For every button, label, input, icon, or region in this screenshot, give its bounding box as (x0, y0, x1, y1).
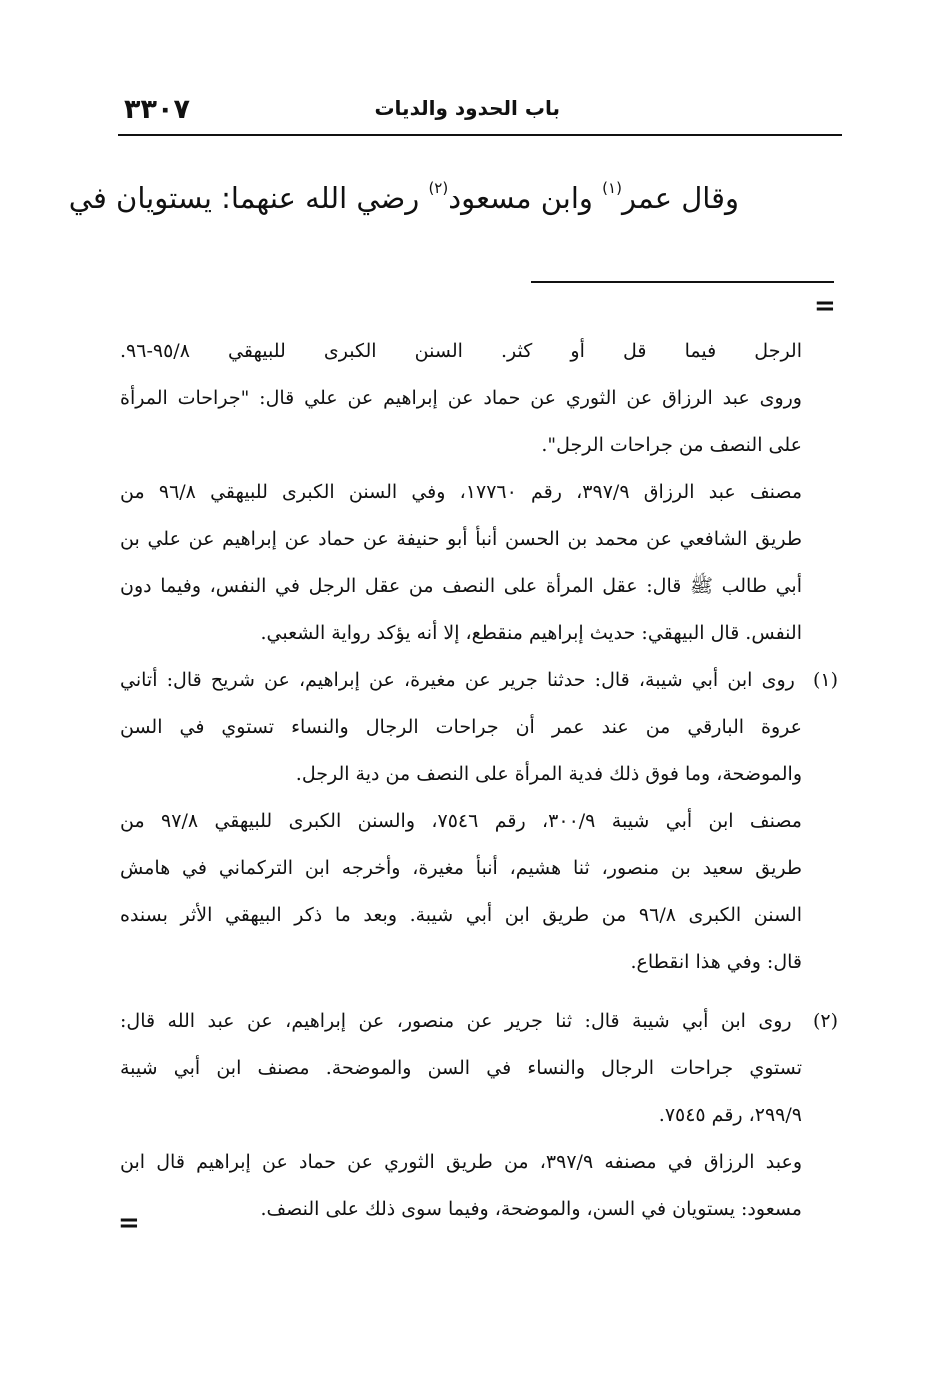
main-text (68, 168, 739, 228)
footnote-line: مسعود: يستويان في السن، والموضحة، وفيما سوى ذلك على النصف. (260, 1198, 802, 1220)
footnote-text: روى ابن أبي شيبة، قال: حدثنا جرير عن مغيرة، عن إبراهيم، عن شريح قال: أتاني (120, 669, 795, 691)
footnote-line: مصنف ابن أبي شيبة ٣٠٠/٩، رقم ٧٥٤٦، والسنن الكبرى للبيهقي ٩٧/٨ من (120, 810, 802, 832)
footnote-2-first-line (120, 998, 838, 1045)
footnote-line: الرجل فيما قل أو كثر. السنن الكبرى للبيهقي ٩٥/٨-٩٦. (120, 340, 802, 362)
continuation-mark-bottom: = (118, 1208, 140, 1238)
main-text-segment: رضي الله عنهما: يستويان في (68, 181, 429, 215)
chapter-title: باب الحدود والديات (374, 96, 560, 120)
continuation-mark-top: = (814, 291, 836, 321)
footnote-gap (120, 986, 838, 998)
footnote-line: مصنف عبد الرزاق ٣٩٧/٩، رقم ١٧٧٦٠، وفي السنن الكبرى للبيهقي ٩٦/٨ من (120, 481, 803, 503)
footnote-line: تستوي جراحات الرجال والنساء في السن والموضحة. مصنف ابن أبي شيبة (120, 1057, 802, 1079)
footnote-line: ٢٩٩/٩، رقم ٧٥٤٥. (658, 1104, 802, 1126)
footnote-number-1: (١) (812, 669, 838, 691)
footnotes (118, 328, 838, 1238)
footnote-line: طريق الشافعي عن محمد بن الحسن أنبأ أبو حنيفة عن حماد عن إبراهيم عن علي بن (120, 528, 802, 550)
footnote-line: قال: وفي هذا انقطاع. (630, 951, 802, 973)
footnote-line: والموضحة، وما فوق ذلك فدية المرأة على النصف من دية الرجل. (295, 763, 802, 785)
footnote-text: روى ابن أبي شيبة قال: ثنا جرير عن منصور، عن إبراهيم، عن عبد الله قال: (120, 1010, 792, 1032)
footnote-line: السنن الكبرى ٩٦/٨ من طريق ابن أبي شيبة. وبعد ما ذكر البيهقي الأثر بسنده (120, 904, 802, 926)
footnote-line: عروة البارقي من عند عمر أن جراحات الرجال والنساء تستوي في السن (120, 716, 802, 738)
main-text-segment: وقال عمر (621, 181, 739, 215)
header-rule (118, 134, 842, 136)
footnote-ref-2: (٢) (428, 179, 449, 197)
footnote-number-2: (٢) (812, 1010, 838, 1032)
main-text-segment: وابن مسعود (448, 181, 603, 215)
footnote-line: طريق سعيد بن منصور، ثنا هشيم، أنبأ مغيرة، وأخرجه ابن التركماني في هامش (120, 857, 802, 879)
footnote-1-first-line (120, 657, 838, 704)
footnote-line: وعبد الرزاق في مصنفه ٣٩٧/٩، من طريق الثوري عن حماد عن إبراهيم قال ابن (120, 1151, 802, 1173)
footnote-line: أبي طالب ﷺ قال: عقل المرأة على النصف من عقل الرجل في النفس، وفيما دون (120, 575, 802, 597)
footnote-line: على النصف من جراحات الرجل". (541, 434, 802, 456)
page-number: ٣٣٠٧ (124, 94, 190, 125)
running-header (118, 92, 842, 136)
footnote-line: وروى عبد الرزاق عن الثوري عن حماد عن إبراهيم عن علي قال: "جراحات المرأة (120, 387, 802, 409)
footnote-ref-1: (١) (602, 179, 622, 197)
footnote-separator (531, 281, 834, 283)
footnote-line: النفس. قال البيهقي: حديث إبراهيم منقطع، إلا أنه يؤكد رواية الشعبي. (260, 622, 802, 644)
